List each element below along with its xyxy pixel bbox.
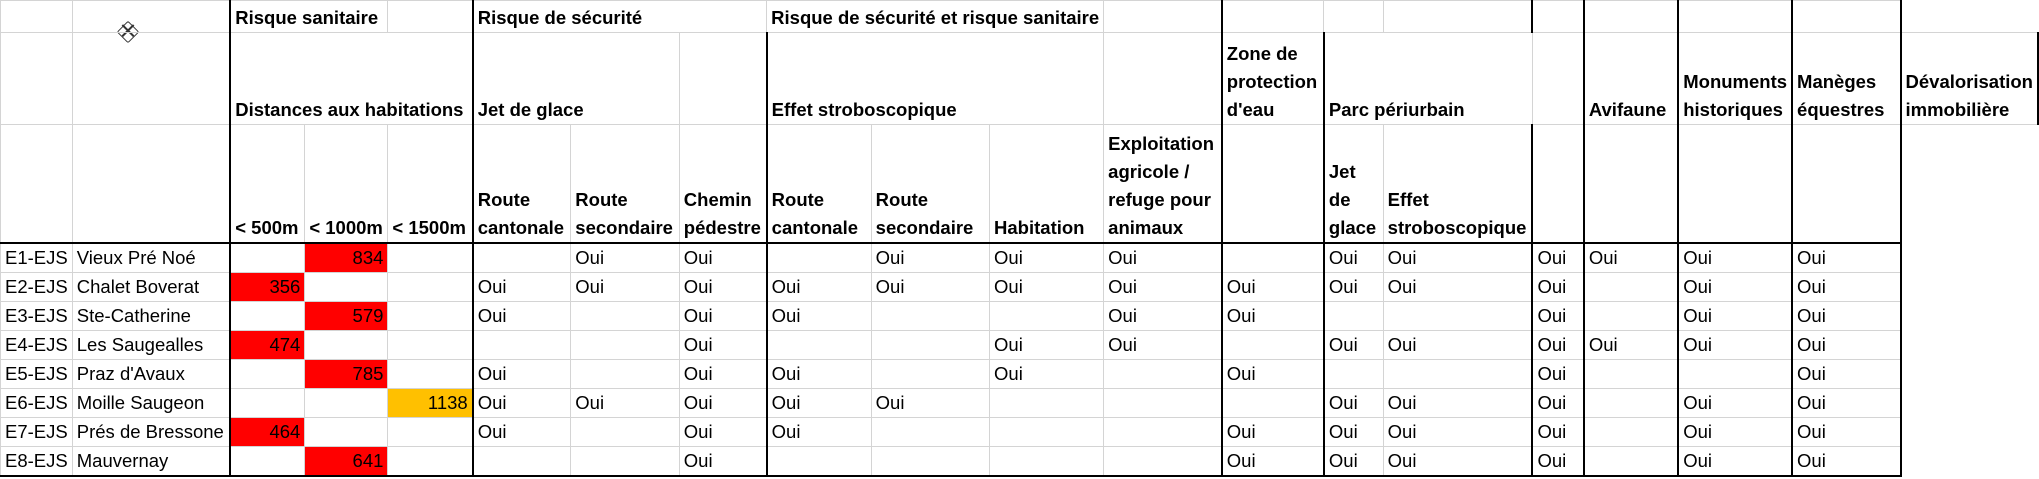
cell-zpe[interactable]	[1222, 388, 1324, 417]
cell-man[interactable]: Oui	[1678, 417, 1792, 446]
cell-mon[interactable]	[1584, 359, 1678, 388]
cell-dev[interactable]: Oui	[1792, 301, 1900, 330]
cell-pjg[interactable]	[1324, 359, 1383, 388]
cell-name[interactable]: Ste-Catherine	[72, 301, 230, 330]
cell[interactable]	[1104, 1, 1222, 33]
cell-d1000[interactable]	[305, 417, 388, 446]
cell-man[interactable]: Oui	[1678, 243, 1792, 273]
cell-rc2[interactable]: Oui	[767, 417, 872, 446]
cell-zpe[interactable]: Oui	[1222, 417, 1324, 446]
cell-d1500[interactable]	[388, 272, 473, 301]
cell-d1500[interactable]	[388, 359, 473, 388]
cell-rs2[interactable]	[871, 359, 989, 388]
cell-hab[interactable]: Oui	[990, 272, 1104, 301]
cell-mon[interactable]	[1584, 446, 1678, 476]
cell-dev[interactable]: Oui	[1792, 272, 1900, 301]
group-header-securite-sanitaire[interactable]: Risque de sécurité et risque sanitaire	[767, 1, 1104, 33]
cell-d1000[interactable]: 785	[305, 359, 388, 388]
cell-pjg[interactable]: Oui	[1324, 417, 1383, 446]
cell-avi[interactable]: Oui	[1532, 359, 1583, 388]
cell-hab[interactable]: Oui	[990, 243, 1104, 273]
cell-d500[interactable]	[230, 446, 305, 476]
cell-name[interactable]: Mauvernay	[72, 446, 230, 476]
cell-avi[interactable]: Oui	[1532, 388, 1583, 417]
cell[interactable]	[1324, 1, 1383, 33]
table-row	[1, 272, 2039, 301]
cell-expl[interactable]: Oui	[1104, 301, 1222, 330]
cell-d500[interactable]	[230, 301, 305, 330]
cell-avi[interactable]: Oui	[1532, 446, 1583, 476]
cell-pes[interactable]: Oui	[1383, 446, 1532, 476]
subgroup-devalorisation[interactable]: Dévalorisation immobilière	[1901, 33, 2039, 125]
cell-rs2[interactable]: Oui	[871, 272, 989, 301]
cell-rs1[interactable]	[571, 301, 680, 330]
cell-dev[interactable]: Oui	[1792, 417, 1900, 446]
cell-expl[interactable]	[1104, 388, 1222, 417]
cell-mon[interactable]	[1584, 301, 1678, 330]
cell-pes[interactable]: Oui	[1383, 272, 1532, 301]
cell-hab[interactable]	[990, 301, 1104, 330]
cell-mon[interactable]	[1584, 417, 1678, 446]
table-row	[1, 388, 2039, 417]
cell-dev[interactable]: Oui	[1792, 330, 1900, 359]
cell-pes[interactable]: Oui	[1383, 243, 1532, 273]
cell-pjg[interactable]: Oui	[1324, 446, 1383, 476]
cell-mon[interactable]: Oui	[1584, 243, 1678, 273]
cell[interactable]	[1, 1, 73, 33]
cell[interactable]	[679, 33, 766, 125]
cell-cp[interactable]: Oui	[679, 388, 766, 417]
cell-rc1[interactable]: Oui	[473, 272, 571, 301]
cell-rs2[interactable]	[871, 417, 989, 446]
cell-rc1[interactable]	[473, 243, 571, 273]
cell-rs1[interactable]: Oui	[571, 243, 680, 273]
cell-name[interactable]: Praz d'Avaux	[72, 359, 230, 388]
cell[interactable]	[72, 1, 230, 33]
table-row	[1, 330, 2039, 359]
cell-name[interactable]: Prés de Bressone	[72, 417, 230, 446]
subgroup-zone-eau[interactable]: Zone de protection d'eau	[1222, 33, 1324, 125]
cell-zpe[interactable]: Oui	[1222, 272, 1324, 301]
table-row	[1, 359, 2039, 388]
cell-hab[interactable]	[990, 417, 1104, 446]
table-row	[1, 446, 2039, 476]
cell-rs1[interactable]: Oui	[571, 388, 680, 417]
cell-man[interactable]: Oui	[1678, 272, 1792, 301]
cell-rc1[interactable]: Oui	[473, 417, 571, 446]
col-header-route-cantonale[interactable]: Route cantonale	[473, 125, 571, 243]
cell-rs1[interactable]	[571, 359, 680, 388]
cell-avi[interactable]: Oui	[1532, 301, 1583, 330]
cell-rs2[interactable]	[871, 301, 989, 330]
cell[interactable]	[1678, 1, 1792, 33]
cell-rs2[interactable]	[871, 330, 989, 359]
cell-dev[interactable]: Oui	[1792, 243, 1900, 273]
header-row-subgroups	[1, 33, 2039, 125]
cell-d500[interactable]: 474	[230, 330, 305, 359]
cell-man[interactable]: Oui	[1678, 330, 1792, 359]
cell-d1500[interactable]	[388, 417, 473, 446]
subgroup-jet-de-glace[interactable]: Jet de glace	[473, 33, 680, 125]
cell-rc2[interactable]: Oui	[767, 359, 872, 388]
cell-dev[interactable]: Oui	[1792, 359, 1900, 388]
col-header-parc-jet-de-glace[interactable]: Jet de glace	[1324, 125, 1383, 243]
cell-d1000[interactable]: 579	[305, 301, 388, 330]
col-header-lt1500[interactable]: < 1500m	[388, 125, 473, 243]
cell-cp[interactable]: Oui	[679, 301, 766, 330]
cell-name[interactable]: Chalet Boverat	[72, 272, 230, 301]
cell-d1000[interactable]: 641	[305, 446, 388, 476]
cell-d500[interactable]: 464	[230, 417, 305, 446]
cell[interactable]	[1222, 125, 1324, 243]
cell[interactable]	[1, 125, 73, 243]
cell-d1000[interactable]	[305, 272, 388, 301]
cell[interactable]	[1532, 125, 1583, 243]
header-row-groups	[1, 1, 2039, 33]
cell-d1500[interactable]: 1138	[388, 388, 473, 417]
cell-hab[interactable]: Oui	[990, 359, 1104, 388]
cell-rc1[interactable]	[473, 330, 571, 359]
cell-d1000[interactable]	[305, 388, 388, 417]
cell-expl[interactable]	[1104, 446, 1222, 476]
cell-id[interactable]: E7-EJS	[1, 417, 73, 446]
cell-dev[interactable]: Oui	[1792, 388, 1900, 417]
cell-zpe[interactable]: Oui	[1222, 359, 1324, 388]
cell-cp[interactable]: Oui	[679, 272, 766, 301]
cell-pjg[interactable]: Oui	[1324, 388, 1383, 417]
cell[interactable]	[1584, 125, 1678, 243]
cell-pjg[interactable]	[1324, 301, 1383, 330]
cell-rc2[interactable]: Oui	[767, 388, 872, 417]
cell-name[interactable]: Vieux Pré Noé	[72, 243, 230, 273]
cell-mon[interactable]	[1584, 272, 1678, 301]
cell-rc2[interactable]: Oui	[767, 272, 872, 301]
subgroup-avifaune[interactable]: Avifaune	[1584, 33, 1678, 125]
cell-pes[interactable]: Oui	[1383, 417, 1532, 446]
cell-rc1[interactable]: Oui	[473, 359, 571, 388]
col-header-habitation[interactable]: Habitation	[990, 125, 1104, 243]
cell-d1500[interactable]	[388, 301, 473, 330]
col-header-chemin-pedestre[interactable]: Chemin pédestre	[679, 125, 766, 243]
table-row	[1, 243, 2039, 273]
cell-d500[interactable]: 356	[230, 272, 305, 301]
subgroup-parc-periurbain[interactable]: Parc périurbain	[1324, 33, 1533, 125]
cell-rc2[interactable]: Oui	[767, 301, 872, 330]
cell[interactable]	[1104, 33, 1222, 125]
cell-cp[interactable]: Oui	[679, 330, 766, 359]
cell[interactable]	[1222, 1, 1324, 33]
cell-name[interactable]: Moille Saugeon	[72, 388, 230, 417]
cell-id[interactable]: E6-EJS	[1, 388, 73, 417]
cell[interactable]	[72, 125, 230, 243]
cell-id[interactable]: E1-EJS	[1, 243, 73, 273]
cell-rc1[interactable]: Oui	[473, 301, 571, 330]
cell-avi[interactable]: Oui	[1532, 330, 1583, 359]
cell-pjg[interactable]: Oui	[1324, 272, 1383, 301]
cell-pes[interactable]	[1383, 301, 1532, 330]
cell-d1000[interactable]	[305, 330, 388, 359]
cell[interactable]	[1792, 1, 1900, 33]
cell[interactable]	[1, 33, 73, 125]
cell-zpe[interactable]: Oui	[1222, 301, 1324, 330]
cell-rc2[interactable]	[767, 330, 872, 359]
cell-pes[interactable]: Oui	[1383, 388, 1532, 417]
cell-mon[interactable]: Oui	[1584, 330, 1678, 359]
group-header-securite[interactable]: Risque de sécurité	[473, 1, 767, 33]
cell-avi[interactable]: Oui	[1532, 417, 1583, 446]
cell-dev[interactable]: Oui	[1792, 446, 1900, 476]
subgroup-maneges[interactable]: Manèges équestres	[1792, 33, 1900, 125]
cell-man[interactable]	[1678, 359, 1792, 388]
cell-hab[interactable]: Oui	[990, 330, 1104, 359]
cell-pjg[interactable]: Oui	[1324, 330, 1383, 359]
cell-d1500[interactable]	[388, 330, 473, 359]
cell-rs2[interactable]: Oui	[871, 388, 989, 417]
subgroup-effet-stroboscopique[interactable]: Effet stroboscopique	[767, 33, 1104, 125]
cell-expl[interactable]	[1104, 417, 1222, 446]
cell-mon[interactable]	[1584, 388, 1678, 417]
cell-avi[interactable]: Oui	[1532, 243, 1583, 273]
cell-man[interactable]: Oui	[1678, 446, 1792, 476]
col-header-route-secondaire-2[interactable]: Route secondaire	[871, 125, 989, 243]
cell-man[interactable]: Oui	[1678, 388, 1792, 417]
cell-man[interactable]: Oui	[1678, 301, 1792, 330]
cell-rs1[interactable]	[571, 330, 680, 359]
table-row	[1, 301, 2039, 330]
cell-pjg[interactable]: Oui	[1324, 243, 1383, 273]
cell-d500[interactable]	[230, 359, 305, 388]
cell[interactable]	[1584, 1, 1678, 33]
cell-hab[interactable]	[990, 446, 1104, 476]
cell-d500[interactable]	[230, 388, 305, 417]
col-header-lt1000[interactable]: < 1000m	[305, 125, 388, 243]
header-row-columns	[1, 125, 2039, 243]
cell-rc2[interactable]	[767, 446, 872, 476]
cell-id[interactable]: E5-EJS	[1, 359, 73, 388]
table-row	[1, 417, 2039, 446]
cell-rc1[interactable]	[473, 446, 571, 476]
cell-cp[interactable]: Oui	[679, 243, 766, 273]
cell-rs1[interactable]: Oui	[571, 272, 680, 301]
cell[interactable]	[72, 33, 230, 125]
cell-expl[interactable]: Oui	[1104, 243, 1222, 273]
cell-pes[interactable]: Oui	[1383, 330, 1532, 359]
cell-rs1[interactable]	[571, 417, 680, 446]
cell-id[interactable]: E2-EJS	[1, 272, 73, 301]
cell-d500[interactable]	[230, 243, 305, 273]
cell-pes[interactable]	[1383, 359, 1532, 388]
cell-id[interactable]: E3-EJS	[1, 301, 73, 330]
cell-rs1[interactable]	[571, 446, 680, 476]
cell-hab[interactable]	[990, 388, 1104, 417]
cell-expl[interactable]	[1104, 359, 1222, 388]
cell-zpe[interactable]	[1222, 330, 1324, 359]
cell-name[interactable]: Les Saugealles	[72, 330, 230, 359]
col-header-route-secondaire[interactable]: Route secondaire	[571, 125, 680, 243]
cell[interactable]	[1792, 125, 1900, 243]
cell[interactable]	[1532, 33, 1583, 125]
cell[interactable]	[1383, 1, 1532, 33]
subgroup-monuments[interactable]: Monuments historiques	[1678, 33, 1792, 125]
cell-cp[interactable]: Oui	[679, 446, 766, 476]
cell-avi[interactable]: Oui	[1532, 272, 1583, 301]
cell-id[interactable]: E8-EJS	[1, 446, 73, 476]
cell-rs2[interactable]: Oui	[871, 243, 989, 273]
cell-expl[interactable]: Oui	[1104, 272, 1222, 301]
cell[interactable]	[1532, 1, 1583, 33]
cell-zpe[interactable]: Oui	[1222, 446, 1324, 476]
cell-d1500[interactable]	[388, 243, 473, 273]
cell-rs2[interactable]	[871, 446, 989, 476]
col-header-lt500[interactable]: < 500m	[230, 125, 305, 243]
col-header-parc-effet-strobo[interactable]: Effet stroboscopique	[1383, 125, 1532, 243]
cell-rc2[interactable]	[767, 243, 872, 273]
cell-expl[interactable]: Oui	[1104, 330, 1222, 359]
col-header-route-cantonale-2[interactable]: Route cantonale	[767, 125, 872, 243]
subgroup-distances[interactable]: Distances aux habitations	[230, 33, 472, 125]
cell-d1500[interactable]	[388, 446, 473, 476]
group-header-sanitaire[interactable]: Risque sanitaire	[230, 1, 388, 33]
cell[interactable]	[1678, 125, 1792, 243]
col-header-exploitation[interactable]: Exploitation agricole / refuge pour animaux	[1104, 125, 1222, 243]
cell[interactable]	[388, 1, 473, 33]
cell-cp[interactable]: Oui	[679, 359, 766, 388]
cell-d1000[interactable]: 834	[305, 243, 388, 273]
cell-rc1[interactable]: Oui	[473, 388, 571, 417]
cell-zpe[interactable]	[1222, 243, 1324, 273]
cell-cp[interactable]: Oui	[679, 417, 766, 446]
cell-id[interactable]: E4-EJS	[1, 330, 73, 359]
